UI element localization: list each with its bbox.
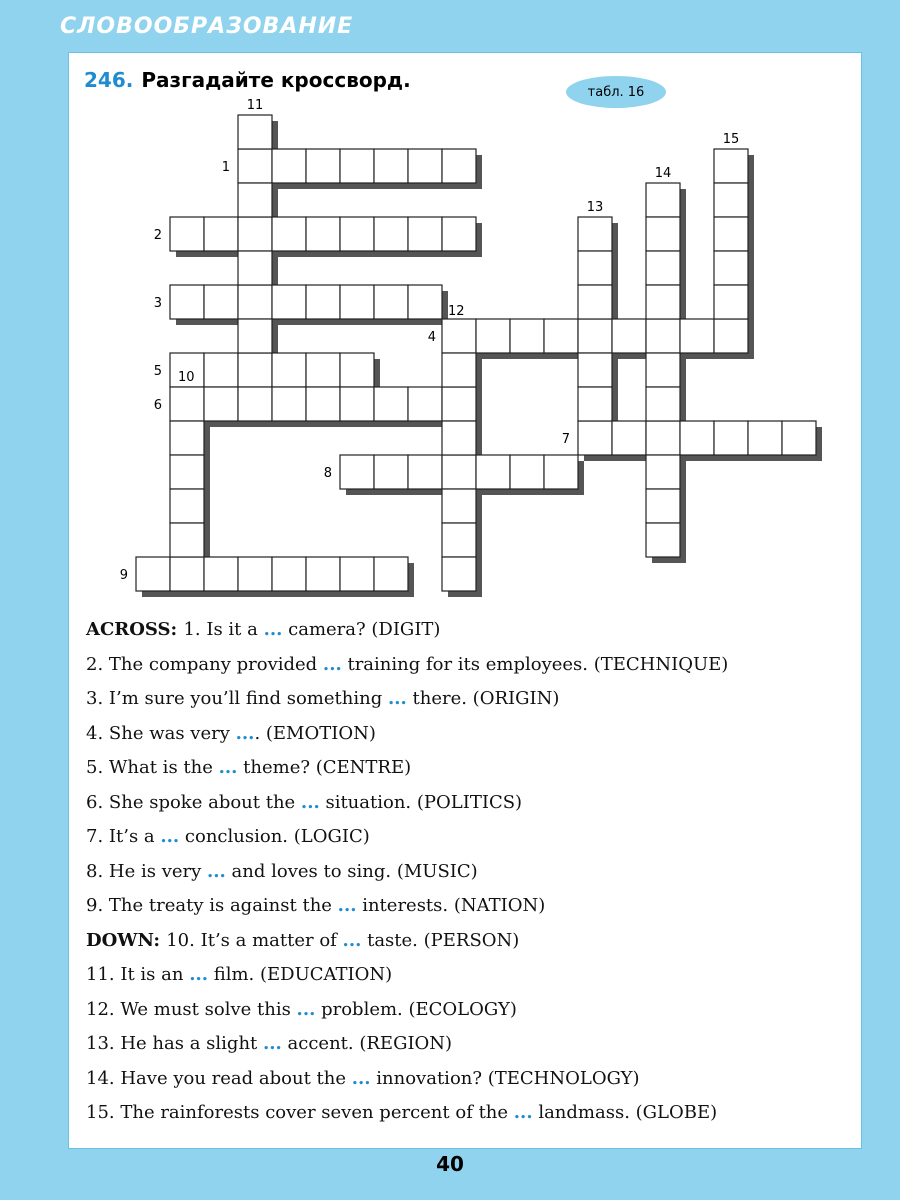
crossword-cell[interactable] <box>646 455 680 489</box>
blank-placeholder: ... <box>351 1067 371 1089</box>
crossword-cell[interactable] <box>680 319 714 353</box>
crossword-cell[interactable] <box>714 183 748 217</box>
clue-number: 15. <box>86 1102 121 1123</box>
crossword-cell[interactable] <box>544 319 578 353</box>
crossword-cell[interactable] <box>170 421 204 455</box>
crossword-cell[interactable] <box>238 285 272 319</box>
crossword-cell[interactable] <box>374 387 408 421</box>
crossword-cell[interactable] <box>238 387 272 421</box>
crossword-cell[interactable] <box>238 217 272 251</box>
clue-number-10: 10 <box>178 370 195 385</box>
section-title: СЛОВООБРАЗОВАНИЕ <box>60 14 354 39</box>
crossword-cell[interactable] <box>340 387 374 421</box>
crossword-cell[interactable] <box>238 183 272 217</box>
crossword-cell[interactable] <box>578 217 612 251</box>
clue-text-after: theme? (CENTRE) <box>237 757 412 778</box>
clue-number-14: 14 <box>654 166 672 181</box>
crossword-cell[interactable] <box>306 353 340 387</box>
crossword-cell[interactable] <box>646 353 680 387</box>
crossword-cell[interactable] <box>646 523 680 557</box>
crossword-cell[interactable] <box>238 115 272 149</box>
blank-placeholder: ... <box>387 688 407 709</box>
clue-text-before: The company provided <box>108 653 323 675</box>
crossword-cell[interactable] <box>306 285 340 319</box>
blank-placeholder: ... <box>513 1102 533 1123</box>
clue-number: 6. <box>86 791 109 813</box>
crossword-cell[interactable] <box>714 319 748 353</box>
clue-text-after: taste. (PERSON) <box>361 929 520 951</box>
crossword-cell[interactable] <box>646 183 680 217</box>
clue-number-6: 6 <box>153 398 162 413</box>
crossword-cell[interactable] <box>612 319 646 353</box>
crossword-cell[interactable] <box>340 149 374 183</box>
crossword-cell[interactable] <box>136 557 170 591</box>
blank-placeholder: ... <box>263 1033 282 1054</box>
crossword-cell[interactable] <box>646 319 680 353</box>
crossword-cell[interactable] <box>170 217 204 251</box>
crossword-cell[interactable] <box>272 557 306 591</box>
crossword-cell[interactable] <box>442 489 476 523</box>
clue-number: 12. <box>86 998 121 1020</box>
crossword-cell[interactable] <box>204 557 238 591</box>
blank-placeholder: ... <box>322 653 342 675</box>
crossword-cell[interactable] <box>238 251 272 285</box>
clue-text-before: Is it a <box>206 619 264 640</box>
crossword-cell[interactable] <box>510 319 544 353</box>
crossword-cell[interactable] <box>408 455 442 489</box>
crossword-cell[interactable] <box>442 455 476 489</box>
clue-text-before: She spoke about the <box>108 791 301 813</box>
crossword-cell[interactable] <box>442 421 476 455</box>
crossword-cell[interactable] <box>612 421 646 455</box>
clue-text-after: landmass. (GLOBE) <box>532 1102 718 1123</box>
crossword-cell[interactable] <box>170 523 204 557</box>
clue-line <box>86 654 728 675</box>
blank-placeholder: ... <box>207 860 226 882</box>
crossword-cell[interactable] <box>374 217 408 251</box>
blank-placeholder: ... <box>189 964 208 985</box>
clue-text-after: interests. (NATION) <box>356 895 546 916</box>
clue-number: 9. <box>86 895 109 916</box>
clue-line <box>86 1102 717 1123</box>
clue-text-before: It is an <box>120 964 190 985</box>
clue-text-before: The treaty is against the <box>108 895 338 916</box>
crossword-cell[interactable] <box>170 387 204 421</box>
clue-line <box>86 1068 640 1089</box>
crossword-cell[interactable] <box>714 251 748 285</box>
clue-text-after: training for its employees. (TECHNIQUE) <box>341 653 729 675</box>
clue-number: 5. <box>86 757 109 778</box>
task-instruction: Разгадайте кроссворд. <box>141 68 411 92</box>
crossword-cell[interactable] <box>340 557 374 591</box>
clue-line <box>86 688 559 709</box>
blank-placeholder: ... <box>218 757 238 778</box>
clue-text-after: and loves to sing. (MUSIC) <box>225 860 478 882</box>
clue-text-before: I’m sure you’ll find something <box>108 688 388 709</box>
clue-number: 13. <box>86 1033 121 1054</box>
crossword-cell[interactable] <box>374 557 408 591</box>
crossword-cell[interactable] <box>340 455 374 489</box>
crossword-cell[interactable] <box>442 353 476 387</box>
crossword-cell[interactable] <box>340 353 374 387</box>
clue-line <box>86 757 411 778</box>
clue-number-11: 11 <box>246 98 264 113</box>
crossword-cell[interactable] <box>476 319 510 353</box>
crossword-cell[interactable] <box>578 251 612 285</box>
clue-number-8: 8 <box>323 466 332 481</box>
clue-number-4: 4 <box>427 330 436 345</box>
crossword-cell[interactable] <box>238 557 272 591</box>
crossword-cell[interactable] <box>578 353 612 387</box>
clue-text-after: . (EMOTION) <box>254 722 376 744</box>
table-reference-badge: табл. 16 <box>566 76 666 108</box>
clue-text-after: innovation? (TECHNOLOGY) <box>370 1067 640 1089</box>
crossword-cell[interactable] <box>170 455 204 489</box>
clue-section-label: ACROSS: <box>86 619 184 640</box>
clue-number: 1. <box>183 619 207 640</box>
clue-number: 4. <box>86 722 109 744</box>
crossword-cell[interactable] <box>306 387 340 421</box>
crossword-cell[interactable] <box>646 421 680 455</box>
crossword-cell[interactable] <box>204 387 238 421</box>
clue-text-before: It’s a <box>108 826 161 847</box>
clue-number-9: 9 <box>119 568 128 583</box>
clue-number: 3. <box>86 688 109 709</box>
crossword-cell[interactable] <box>272 285 306 319</box>
crossword-cell[interactable] <box>238 319 272 353</box>
clue-text-before: He has a slight <box>120 1033 263 1054</box>
clue-number-12: 12 <box>448 304 465 319</box>
crossword-cell[interactable] <box>408 217 442 251</box>
clue-line <box>86 861 478 882</box>
blank-placeholder: ... <box>296 998 316 1020</box>
clue-line <box>86 964 392 985</box>
clue-text-before: We must solve this <box>120 998 297 1020</box>
crossword-cell[interactable] <box>442 149 476 183</box>
clue-number-13: 13 <box>586 200 604 215</box>
clue-number-7: 7 <box>561 432 570 447</box>
crossword-cell[interactable] <box>646 251 680 285</box>
crossword-cell[interactable] <box>578 319 612 353</box>
crossword-cell[interactable] <box>408 149 442 183</box>
crossword-cell[interactable] <box>714 421 748 455</box>
crossword-cell[interactable] <box>748 421 782 455</box>
crossword-cell[interactable] <box>170 489 204 523</box>
crossword-cell[interactable] <box>238 353 272 387</box>
clue-text-after: camera? (DIGIT) <box>282 619 441 640</box>
crossword-cell[interactable] <box>408 285 442 319</box>
crossword-cell[interactable] <box>374 285 408 319</box>
clue-number: 11. <box>86 964 121 985</box>
crossword-cell[interactable] <box>306 217 340 251</box>
crossword-cell[interactable] <box>442 523 476 557</box>
crossword-cell[interactable] <box>646 489 680 523</box>
crossword-cell[interactable] <box>442 217 476 251</box>
blank-placeholder: ... <box>337 895 357 916</box>
crossword-cell[interactable] <box>442 387 476 421</box>
task-number: 246. <box>84 68 134 92</box>
clue-text-after: film. (EDUCATION) <box>208 964 393 985</box>
clue-line <box>86 999 517 1020</box>
crossword-cell[interactable] <box>272 353 306 387</box>
clue-number-3: 3 <box>153 296 162 311</box>
crossword-cell[interactable] <box>646 217 680 251</box>
crossword-cell[interactable] <box>170 557 204 591</box>
crossword-cell[interactable] <box>646 285 680 319</box>
clue-text-before: It’s a matter of <box>200 929 343 951</box>
crossword-cell[interactable] <box>272 387 306 421</box>
blank-placeholder: ... <box>300 791 320 813</box>
clue-line <box>86 826 370 847</box>
crossword-cell[interactable] <box>374 455 408 489</box>
crossword-cell[interactable] <box>680 421 714 455</box>
clue-text-before: She was very <box>108 722 236 744</box>
clue-text-after: problem. (ECOLOGY) <box>315 998 517 1020</box>
clue-number: 7. <box>86 826 109 847</box>
crossword-cell[interactable] <box>340 217 374 251</box>
clue-line <box>86 723 376 744</box>
clue-number: 2. <box>86 653 109 675</box>
crossword-cell[interactable] <box>714 149 748 183</box>
crossword-cell[interactable] <box>238 149 272 183</box>
clue-number-15: 15 <box>722 132 740 147</box>
crossword-cell[interactable] <box>714 217 748 251</box>
crossword-cell[interactable] <box>170 285 204 319</box>
crossword-cell[interactable] <box>646 387 680 421</box>
crossword-cell[interactable] <box>340 285 374 319</box>
blank-placeholder: ... <box>160 826 180 847</box>
clue-line <box>86 619 440 640</box>
crossword-cell[interactable] <box>782 421 816 455</box>
crossword-cell[interactable] <box>204 285 238 319</box>
clue-text-before: The rainforests cover seven percent of the <box>120 1102 514 1123</box>
clue-number-5: 5 <box>153 364 162 379</box>
clue-text-after: accent. (REGION) <box>281 1033 453 1054</box>
clue-number-2: 2 <box>153 228 162 243</box>
clue-section-label: DOWN: <box>86 929 167 951</box>
clue-line <box>86 930 519 951</box>
clue-text-after: there. (ORIGIN) <box>406 688 560 709</box>
clue-line <box>86 792 522 813</box>
clue-text-after: situation. (POLITICS) <box>319 791 523 813</box>
clue-number-1: 1 <box>221 160 230 175</box>
clue-text-before: He is very <box>108 860 208 882</box>
crossword-cell[interactable] <box>578 387 612 421</box>
crossword-cell[interactable] <box>408 387 442 421</box>
blank-placeholder: ... <box>342 929 362 951</box>
crossword-cell[interactable] <box>544 455 578 489</box>
crossword-cell[interactable] <box>476 455 510 489</box>
crossword-cell[interactable] <box>272 149 306 183</box>
clue-text-before: What is the <box>108 757 219 778</box>
crossword-cell[interactable] <box>204 353 238 387</box>
clue-number: 10. <box>166 929 201 951</box>
crossword-cell[interactable] <box>578 421 612 455</box>
crossword-cell[interactable] <box>510 455 544 489</box>
clue-number: 8. <box>86 860 109 882</box>
clue-line <box>86 1033 452 1054</box>
crossword-cell[interactable] <box>374 149 408 183</box>
crossword-cell[interactable] <box>272 217 306 251</box>
crossword-cell[interactable] <box>442 319 476 353</box>
crossword-cell[interactable] <box>578 285 612 319</box>
blank-placeholder: ... <box>263 619 283 640</box>
blank-placeholder: ... <box>235 722 255 744</box>
crossword-cell[interactable] <box>306 149 340 183</box>
crossword-cell[interactable] <box>714 285 748 319</box>
clue-line <box>86 895 545 916</box>
crossword-cell[interactable] <box>306 557 340 591</box>
crossword-cell[interactable] <box>442 557 476 591</box>
clue-text-after: conclusion. (LOGIC) <box>179 826 370 847</box>
crossword-cell[interactable] <box>204 217 238 251</box>
page-number: 40 <box>436 1152 464 1176</box>
clue-text-before: Have you read about the <box>120 1067 352 1089</box>
clue-number: 14. <box>86 1067 121 1089</box>
